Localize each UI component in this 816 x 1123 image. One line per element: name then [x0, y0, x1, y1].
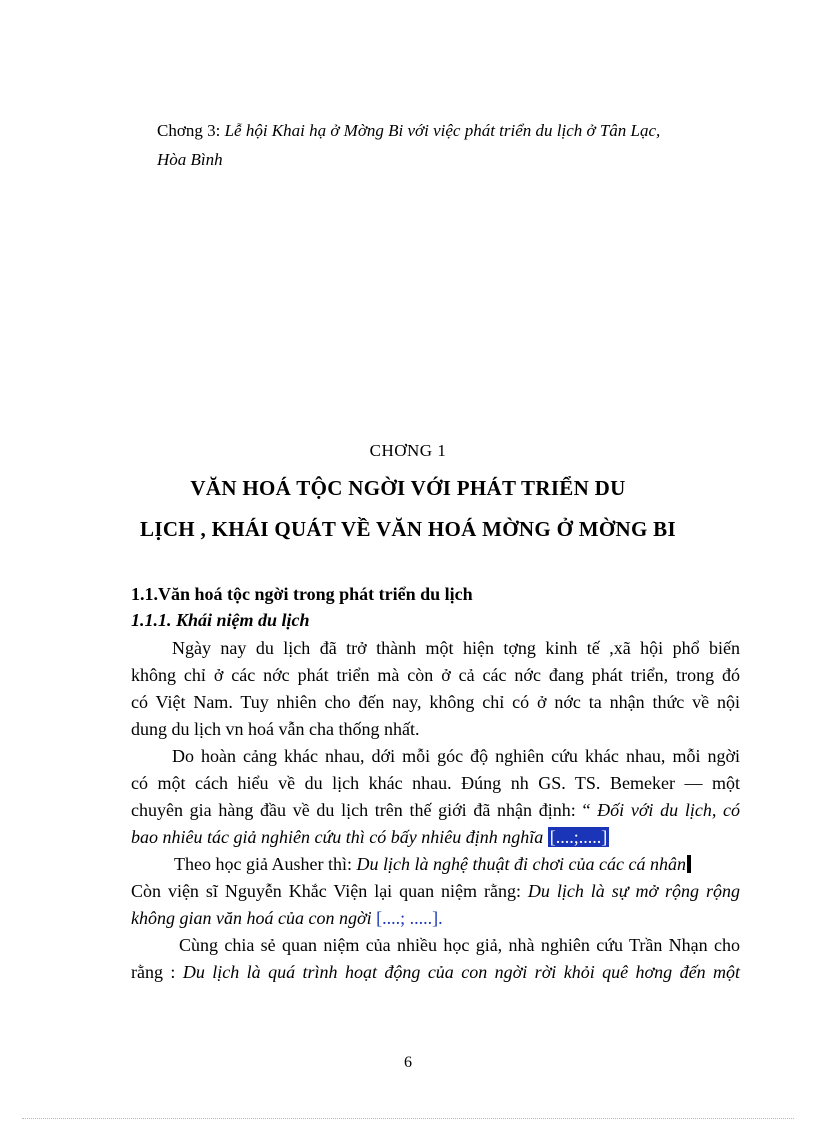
subsection-heading: 1.1.1. Khái niệm du lịch: [131, 610, 310, 630]
paragraph-1-line-4: dung du lịch vn hoá vẫn cha thống nhất.: [131, 719, 420, 739]
paragraph-2-line-1: Do hoàn cảng khác nhau, dới mỗi góc độ nghiên cứu khác nhau, mỗi ngời: [172, 746, 740, 766]
text-cursor-mark: [687, 855, 691, 873]
page-bottom-divider: [22, 1118, 794, 1119]
toc-chapter-title: Lễ hội Khai hạ ở Mờng Bi với việc phát triển du lịch ở Tân Lạc,: [224, 121, 661, 140]
quote-end: bao nhiêu tác giả nghiên cứu thì có bấy nhiêu định nghĩa: [131, 827, 548, 847]
page-number: 6: [404, 1054, 412, 1071]
paragraph-2-line-3-text: chuyên gia hàng đầu về du lịch trên thế giới đã nhận định: “: [131, 800, 598, 820]
paragraph-3-line-1-text: Theo học giả Ausher thì:: [174, 854, 357, 874]
ausher-quote: Du lịch là nghệ thuật đi chơi của các cá nhân: [356, 854, 687, 874]
paragraph-3-line-3: [131, 908, 443, 929]
paragraph-3-line-1: [174, 854, 691, 875]
paragraph-3-line-2: [131, 881, 740, 902]
chapter-title-line-2: LỊCH , KHÁI QUÁT VỀ VĂN HOÁ MỜNG Ở MỜNG BI: [140, 517, 676, 541]
toc-chapter-title-cont: Hòa Bình: [157, 150, 223, 169]
paragraph-1-line-1: Ngày nay du lịch đã trở thành một hiện tợng kinh tế ,xã hội phổ biến: [172, 638, 740, 658]
paragraph-2-line-3: [131, 800, 740, 821]
paragraph-2-line-4: [131, 827, 609, 848]
chapter-title-line-1: VĂN HOÁ TỘC NGỜI VỚI PHÁT TRIỂN DU: [190, 476, 626, 500]
toc-entry-continuation: [157, 150, 223, 170]
paragraph-1-line-2: không chỉ ở các nớc phát triển mà còn ở cả các nớc đang phát triển, trong đó: [131, 665, 740, 685]
paragraph-2-line-2: có một cách hiểu về du lịch khác nhau. Đúng nh GS. TS. Bemeker — một: [131, 773, 740, 793]
section-heading: 1.1.Văn hoá tộc ngời trong phát triển du lịch: [131, 584, 473, 604]
paragraph-4-line-1: Cùng chia sẻ quan niệm của nhiều học giả, nhà nghiên cứu Trần Nhạn cho: [179, 935, 740, 955]
chapter-label: CHƠNG 1: [369, 441, 447, 460]
nguyen-khac-vien-quote: Du lịch là sự mở rộng rộng: [527, 881, 740, 901]
paragraph-4-line-2-text: rằng :: [131, 962, 183, 982]
paragraph-4-line-2: [131, 962, 740, 983]
toc-entry-chapter-3: [157, 121, 660, 141]
nguyen-khac-vien-quote-cont: không gian văn hoá của con ngời: [131, 908, 377, 928]
tran-nhan-quote: Du lịch là quá trình hoạt động của con ngời rời khỏi quê hơng đến một: [182, 962, 740, 982]
citation: [....; .....].: [376, 908, 443, 928]
paragraph-3-line-2-text: Còn viện sĩ Nguyễn Khắc Viện lại quan niệm rằng:: [131, 881, 528, 901]
toc-chapter-prefix: Chơng 3:: [157, 121, 225, 140]
quote-start: Đối với du lịch, có: [597, 800, 740, 820]
citation-highlighted: [....;.....]: [549, 827, 608, 847]
paragraph-1-line-3: có Việt Nam. Tuy nhiên cho đến nay, không chỉ có ở nớc ta nhận thức về nội: [131, 692, 740, 712]
